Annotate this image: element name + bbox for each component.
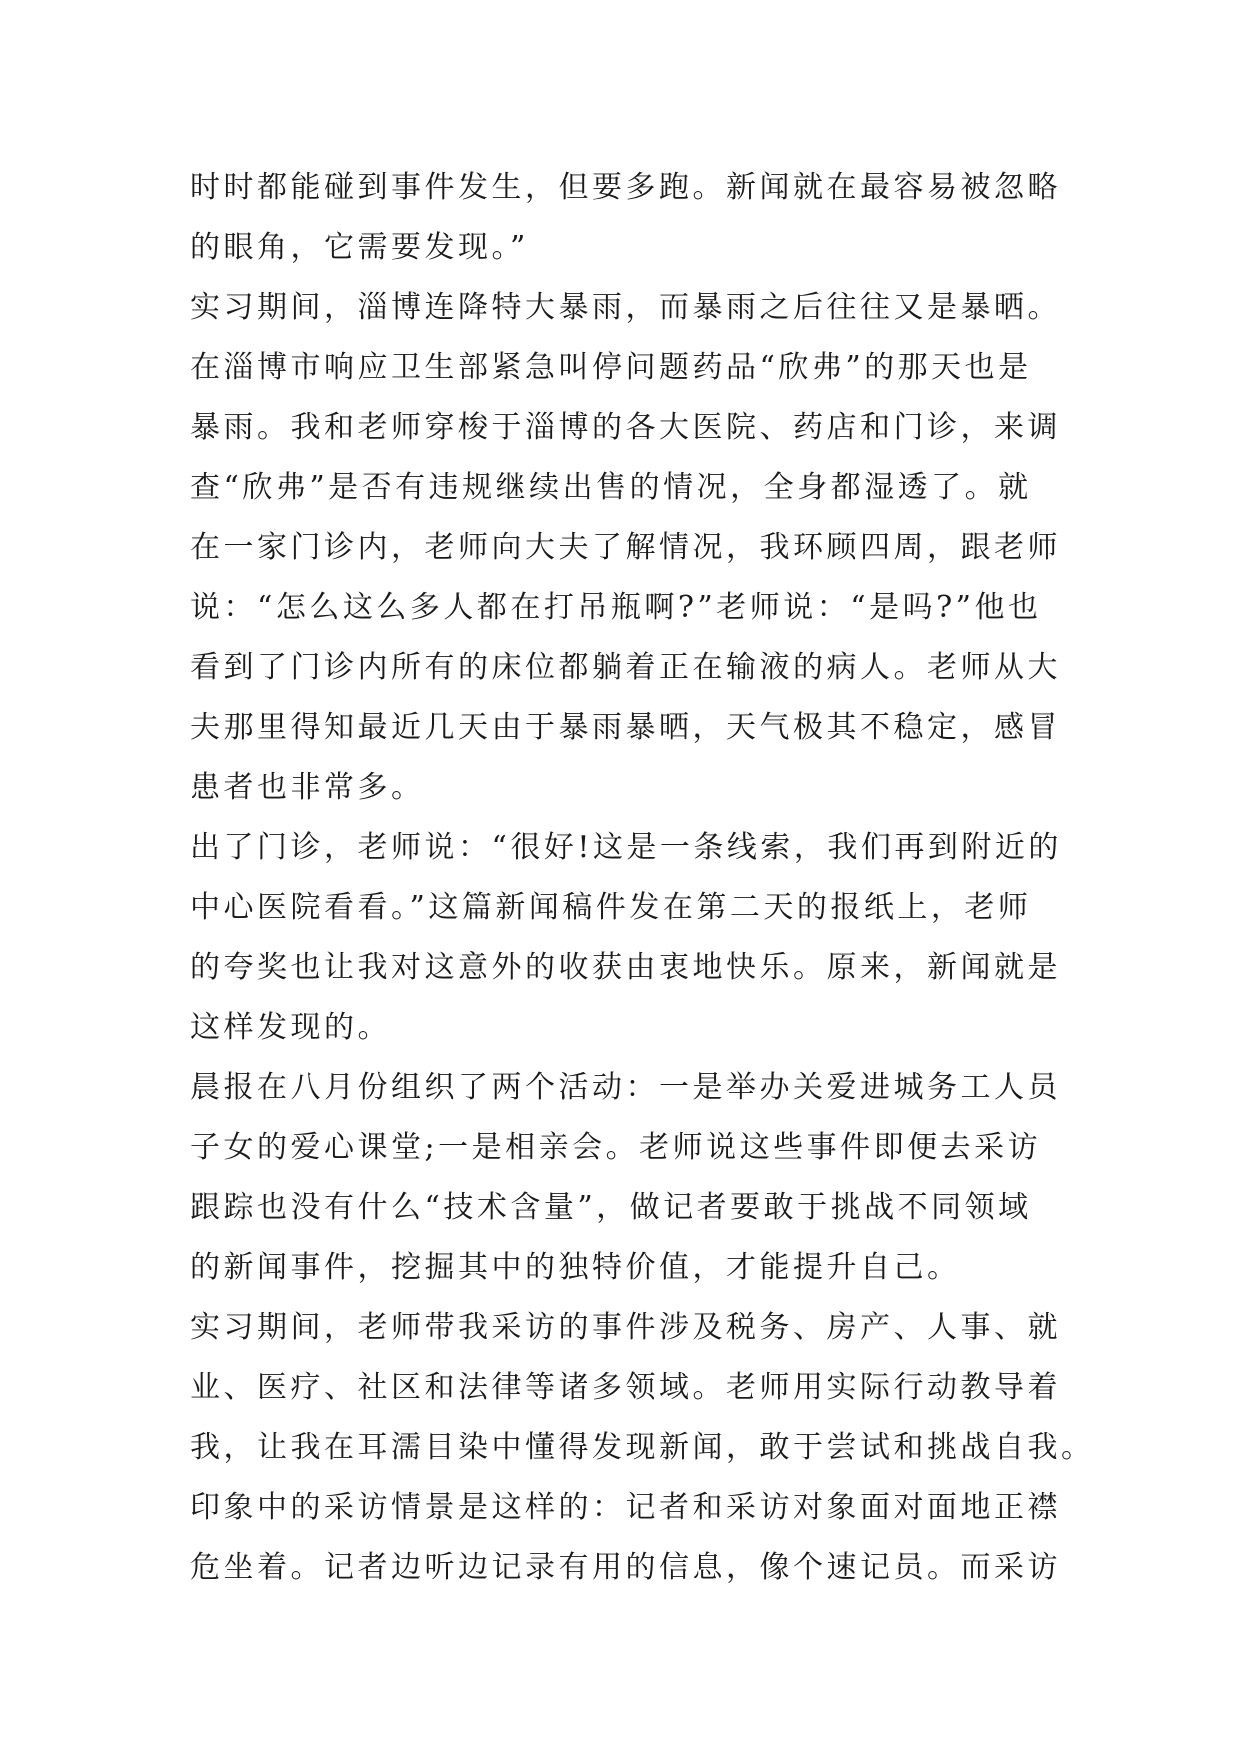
- text-line: 患者也非常多。: [190, 770, 425, 805]
- text-line: 跟踪也没有什么“技术含量”，做记者要敢于挑战不同领域: [190, 1190, 1032, 1225]
- text-line: 实习期间，老师带我采访的事件涉及税务、房产、人事、就: [190, 1310, 1061, 1345]
- text-line: 的新闻事件，挖掘其中的独特价值，才能提升自己。: [190, 1250, 961, 1285]
- text-line: 说：“怎么这么多人都在打吊瓶啊?”老师说：“是吗?”他也: [190, 590, 1042, 625]
- text-line: 这样发现的。: [190, 1010, 391, 1045]
- text-line: 出了门诊，老师说：“很好!这是一条线索，我们再到附近的: [190, 830, 1062, 865]
- text-line: 业、医疗、社区和法律等诸多领域。老师用实际行动教导着: [190, 1370, 1061, 1405]
- text-line: 暴雨。我和老师穿梭于淄博的各大医院、药店和门诊，来调: [190, 410, 1061, 445]
- text-line: 晨报在八月份组织了两个活动：一是举办关爱进城务工人员: [190, 1070, 1061, 1105]
- text-line: 夫那里得知最近几天由于暴雨暴晒，天气极其不稳定，感冒: [190, 710, 1061, 745]
- text-line: 的眼角，它需要发现。”: [190, 230, 529, 265]
- body-text: [190, 158, 1095, 1598]
- text-line: 的夸奖也让我对这意外的收获由衷地快乐。原来，新闻就是: [190, 950, 1061, 985]
- text-line: 子女的爱心课堂;一是相亲会。老师说这些事件即便去采访: [190, 1130, 1042, 1165]
- text-line: 危坐着。记者边听边记录有用的信息，像个速记员。而采访: [190, 1550, 1061, 1585]
- text-line: 时时都能碰到事件发生，但要多跑。新闻就在最容易被忽略: [190, 170, 1061, 205]
- text-line: 查“欣弗”是否有违规继续出售的情况，全身都湿透了。就: [190, 470, 1032, 505]
- text-line: 看到了门诊内所有的床位都躺着正在输液的病人。老师从大: [190, 650, 1061, 685]
- text-line: 实习期间，淄博连降特大暴雨，而暴雨之后往往又是暴晒。: [190, 290, 1061, 325]
- text-line: 我，让我在耳濡目染中懂得发现新闻，敢于尝试和挑战自我。: [190, 1430, 1095, 1465]
- text-line: 中心医院看看。”这篇新闻稿件发在第二天的报纸上，老师: [190, 890, 1032, 925]
- text-line: 在淄博市响应卫生部紧急叫停问题药品“欣弗”的那天也是: [190, 350, 1032, 385]
- text-line: 在一家门诊内，老师向大夫了解情况，我环顾四周，跟老师: [190, 530, 1061, 565]
- text-line: 印象中的采访情景是这样的：记者和采访对象面对面地正襟: [190, 1490, 1061, 1525]
